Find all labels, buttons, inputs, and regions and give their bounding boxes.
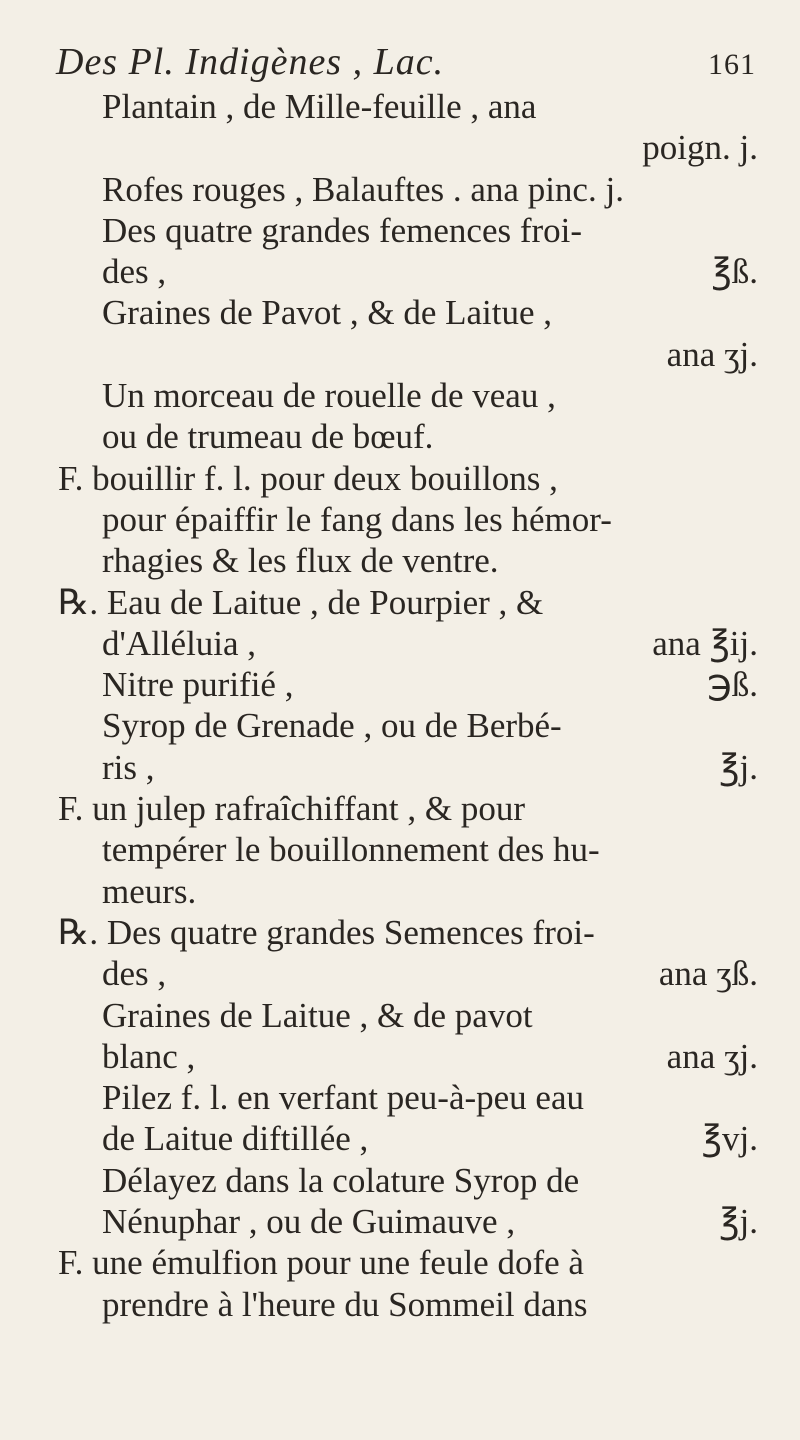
text-line bbox=[58, 1160, 758, 1201]
text-line bbox=[58, 664, 758, 705]
line-text: prendre à l'heure du Sommeil dans bbox=[102, 1284, 588, 1324]
line-text: de Laitue diftillée , bbox=[102, 1119, 369, 1159]
text-line bbox=[58, 416, 758, 457]
text-line bbox=[58, 1036, 758, 1077]
text-line bbox=[58, 705, 758, 746]
line-text: Pilez f. l. en verfant peu-à-peu eau bbox=[102, 1078, 584, 1118]
text-line bbox=[58, 995, 758, 1036]
line-text: F. bouillir f. l. pour deux bouillons , bbox=[58, 458, 558, 498]
running-title: Des Pl. Indigènes , Lac. bbox=[56, 41, 445, 83]
line-text: ou de trumeau de bœuf. bbox=[102, 417, 434, 457]
line-text: ℞. Des quatre grandes Semences froi- bbox=[58, 912, 595, 952]
line-text: Un morceau de rouelle de veau , bbox=[102, 376, 556, 416]
line-quantity: ℥ß. bbox=[711, 252, 758, 292]
text-line bbox=[58, 251, 758, 292]
page-body bbox=[58, 86, 758, 1325]
text-line bbox=[58, 953, 758, 994]
line-text: F. un julep rafraîchiffant , & pour bbox=[58, 789, 525, 829]
line-text: ℞. Eau de Laitue , de Pourpier , & bbox=[58, 582, 544, 622]
line-text: Rofes rouges , Balauftes . ana pinc. j. bbox=[102, 169, 624, 209]
line-quantity: ana ʒj. bbox=[666, 334, 758, 374]
line-text: Délayez dans la colature Syrop de bbox=[102, 1160, 580, 1200]
text-line bbox=[58, 582, 758, 623]
line-quantity: ℥j. bbox=[719, 747, 758, 787]
text-line bbox=[58, 871, 758, 912]
line-text: tempérer le bouillonnement des hu- bbox=[102, 830, 600, 870]
text-line bbox=[58, 375, 758, 416]
text-line bbox=[58, 1201, 758, 1242]
line-text: d'Alléluia , bbox=[102, 623, 257, 663]
text-line bbox=[58, 540, 758, 581]
line-text: Nitre purifié , bbox=[102, 665, 294, 705]
text-line bbox=[58, 334, 758, 375]
line-text: blanc , bbox=[102, 1036, 196, 1076]
line-text: Syrop de Grenade , ou de Berbé- bbox=[102, 706, 562, 746]
line-text: Nénuphar , ou de Guimauve , bbox=[102, 1202, 516, 1242]
text-line bbox=[58, 1077, 758, 1118]
line-quantity: ℥vj. bbox=[701, 1119, 758, 1159]
line-text: Graines de Laitue , & de pavot bbox=[102, 995, 533, 1035]
line-quantity: poign. j. bbox=[642, 128, 758, 168]
line-text: Graines de Pavot , & de Laitue , bbox=[102, 293, 553, 333]
running-header bbox=[56, 40, 756, 84]
text-line bbox=[58, 499, 758, 540]
text-line bbox=[58, 127, 758, 168]
text-line bbox=[58, 1284, 758, 1325]
line-text: des , bbox=[102, 954, 167, 994]
line-quantity: ℥j. bbox=[719, 1202, 758, 1242]
line-quantity: ana ʒj. bbox=[666, 1036, 758, 1076]
text-line bbox=[58, 747, 758, 788]
text-line bbox=[58, 912, 758, 953]
line-text: rhagies & les flux de ventre. bbox=[102, 541, 499, 581]
text-line bbox=[58, 788, 758, 829]
text-line bbox=[58, 829, 758, 870]
text-line bbox=[58, 458, 758, 499]
text-line bbox=[58, 623, 758, 664]
text-line bbox=[58, 1118, 758, 1159]
line-text: pour épaiffir le fang dans les hémor- bbox=[102, 499, 612, 539]
page-number: 161 bbox=[708, 48, 756, 81]
line-quantity: ana ʒß. bbox=[658, 954, 758, 994]
line-quantity: ℈ß. bbox=[707, 665, 758, 705]
line-text: des , bbox=[102, 252, 167, 292]
line-text: meurs. bbox=[102, 871, 197, 911]
line-text: Des quatre grandes femences froi- bbox=[102, 210, 583, 250]
text-line bbox=[58, 86, 758, 127]
text-line bbox=[58, 1242, 758, 1283]
line-text: ris , bbox=[102, 747, 155, 787]
line-text: F. une émulfion pour une feule dofe à bbox=[58, 1243, 584, 1283]
line-text: Plantain , de Mille-feuille , ana bbox=[102, 87, 537, 126]
line-quantity: ana ℥ij. bbox=[652, 623, 758, 663]
text-line bbox=[58, 169, 758, 210]
text-line bbox=[58, 210, 758, 251]
text-line bbox=[58, 292, 758, 333]
